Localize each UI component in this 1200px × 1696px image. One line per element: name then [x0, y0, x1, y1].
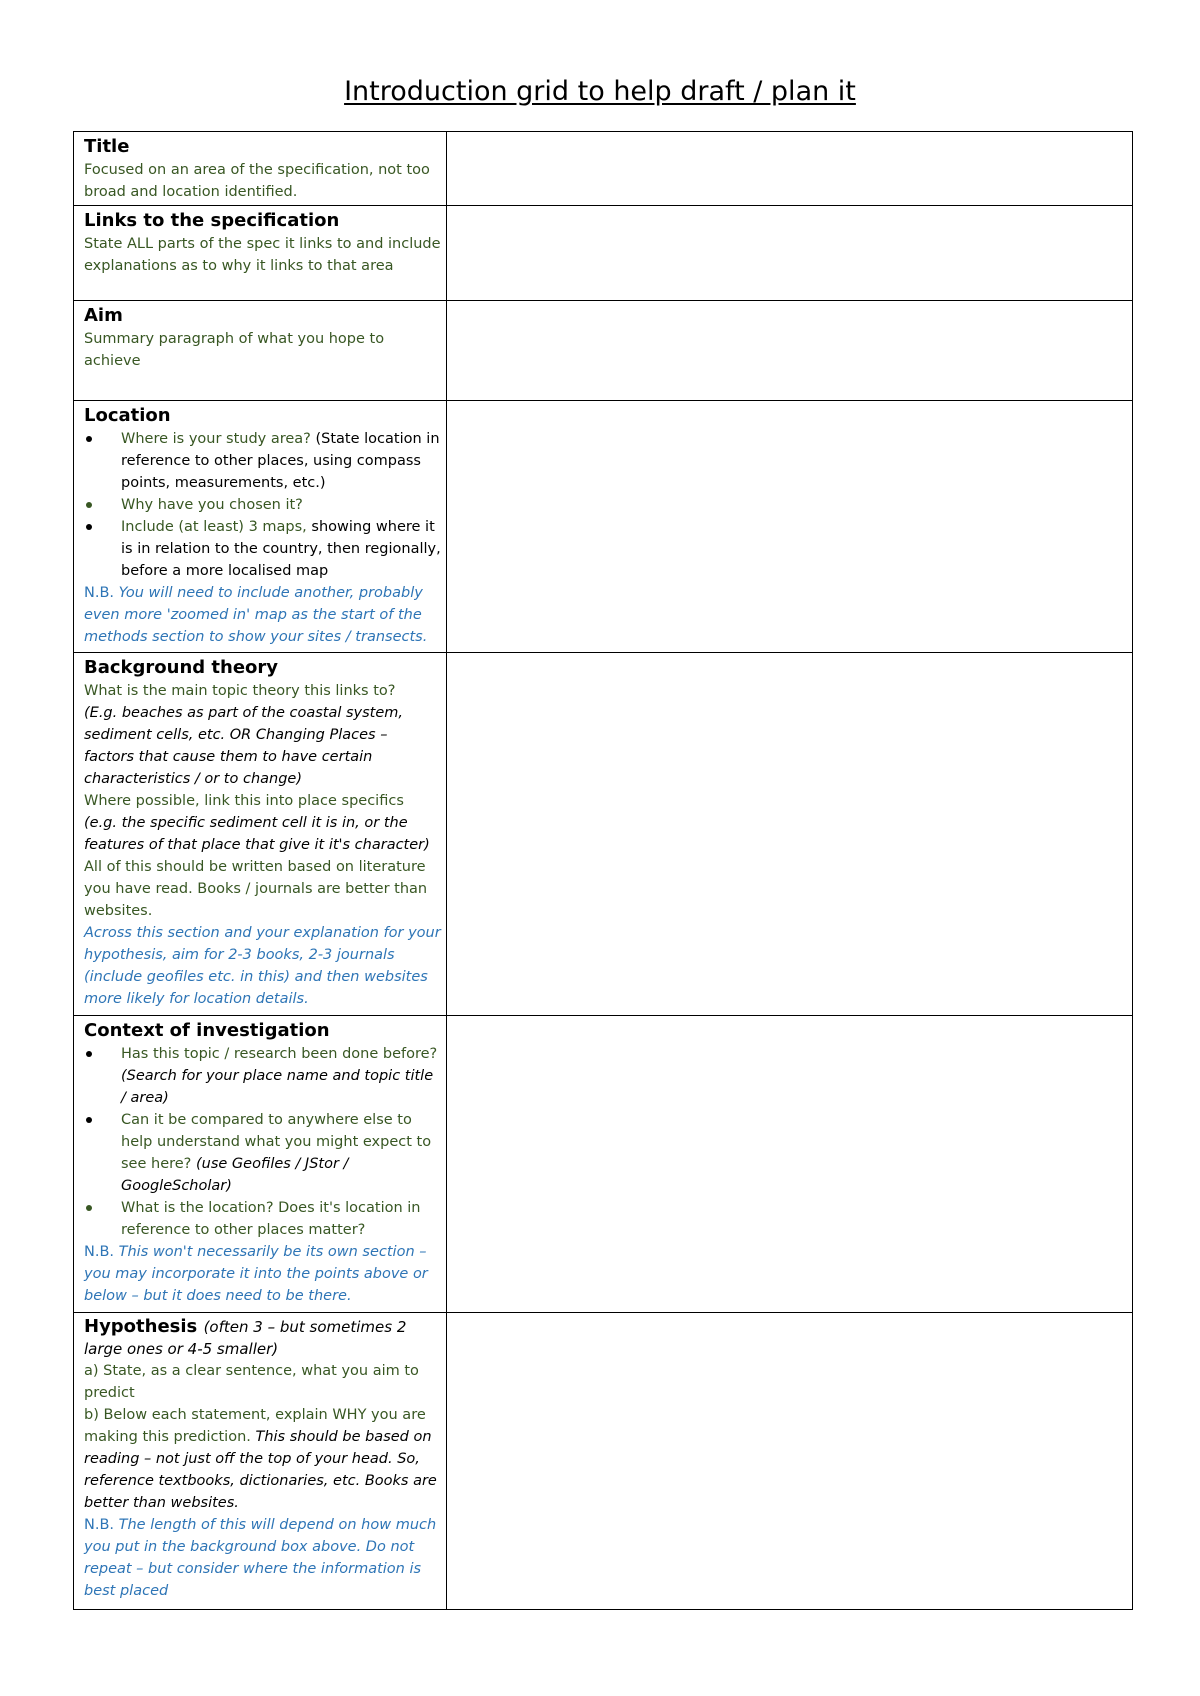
row-heading: Location: [84, 405, 171, 426]
row-heading-text: Hypothesis: [84, 1316, 198, 1337]
list-item: [84, 428, 441, 494]
bullet-icon: [86, 1117, 92, 1123]
paragraph-text: Where possible, link this into place specifics: [84, 793, 404, 809]
bullet-text: What is the location? Does it's location in reference to other places matter?: [121, 1200, 421, 1238]
paragraph: All of this should be written based on literature you have read. Books / journals are better than websites.: [84, 859, 428, 919]
paragraph: [84, 1404, 441, 1514]
answer-cell-aim[interactable]: [447, 301, 1133, 401]
paragraph: [84, 680, 441, 790]
bullet-text: Include (at least) 3 maps,: [121, 519, 312, 535]
note-text: Across this section and your explanation for your hypothesis, aim for 2-3 books, 2-3 journals (include geofiles etc. in this) and then websites more likely for location details.: [84, 925, 441, 1007]
note: [84, 1241, 441, 1307]
note-label: N.B.: [84, 1517, 119, 1533]
paragraph-example: (e.g. the specific sediment cell it is in, or the features of that place that give it it's character): [84, 815, 430, 853]
note-label: N.B.: [84, 1244, 119, 1260]
note-text: This won't necessarily be its own section – you may incorporate it into the points above or below – but it does need to be there.: [84, 1244, 428, 1304]
row-description: State ALL parts of the spec it links to and include explanations as to why it links to that area: [84, 236, 441, 274]
row-description: Summary paragraph of what you hope to achieve: [84, 331, 385, 369]
answer-cell-location[interactable]: [447, 401, 1133, 653]
introduction-grid: [73, 131, 1133, 1610]
label-cell: [74, 301, 447, 401]
label-cell: [74, 132, 447, 206]
grid-row-context: [74, 1016, 1133, 1313]
label-cell: [74, 401, 447, 653]
row-heading-note: (often 3 – but sometimes 2 large ones or 4-5 smaller): [84, 1318, 407, 1358]
list-item: [84, 1043, 441, 1109]
note-text: The length of this will depend on how much you put in the background box above. Do not repeat – but consider where the information is best placed: [84, 1517, 437, 1599]
bullet-list: [84, 1043, 441, 1241]
bullet-text-detail: (State location in reference to other places, using compass points, measurements, etc.): [121, 431, 440, 491]
grid-row-background: [74, 653, 1133, 1016]
note-label: N.B.: [84, 585, 119, 601]
bullet-icon: [86, 524, 92, 530]
row-heading: Context of investigation: [84, 1020, 330, 1041]
paragraph-text: What is the main topic theory this links to?: [84, 683, 396, 699]
note-text: You will need to include another, probably even more 'zoomed in' map as the start of the methods section to show your sites / transects.: [84, 585, 428, 645]
label-cell: [74, 1313, 447, 1610]
label-cell: [74, 1016, 447, 1313]
bullet-text-detail: showing where it is in relation to the country, then regionally, before a more localised map: [121, 519, 441, 579]
grid-row-hypothesis: [74, 1313, 1133, 1610]
bullet-text: Can it be compared to anywhere else to help understand what you might expect to see here?: [121, 1112, 432, 1172]
list-item: [84, 1109, 441, 1197]
row-description: Focused on an area of the specification, not too broad and location identified.: [84, 162, 430, 200]
row-heading: Background theory: [84, 657, 279, 678]
bullet-icon: [86, 1051, 92, 1057]
answer-cell-context[interactable]: [447, 1016, 1133, 1313]
paragraph-text: b) Below each statement, explain WHY you are making this prediction.: [84, 1407, 426, 1445]
answer-cell-background[interactable]: [447, 653, 1133, 1016]
label-cell: [74, 206, 447, 301]
bullet-text: Why have you chosen it?: [121, 497, 303, 513]
note: [84, 582, 441, 648]
bullet-text: Where is your study area?: [121, 431, 316, 447]
grid-row-links: [74, 206, 1133, 301]
bullet-icon: [86, 436, 92, 442]
answer-cell-hypothesis[interactable]: [447, 1313, 1133, 1610]
list-item: [84, 1197, 441, 1241]
grid-row-title: [74, 132, 1133, 206]
list-item: [84, 516, 441, 582]
bullet-text: Has this topic / research been done before?: [121, 1046, 438, 1062]
bullet-list: [84, 428, 441, 582]
bullet-icon: [86, 1205, 92, 1211]
grid-row-aim: [74, 301, 1133, 401]
row-heading: Aim: [84, 305, 123, 326]
grid-row-location: [74, 401, 1133, 653]
answer-cell-links[interactable]: [447, 206, 1133, 301]
row-heading: [84, 1316, 441, 1360]
label-cell: [74, 653, 447, 1016]
paragraph: [84, 790, 441, 856]
paragraph-detail: This should be based on reading – not just off the top of your head. So, reference textbooks, dictionaries, etc. Books are better than websites.: [84, 1429, 437, 1511]
page-title: Introduction grid to help draft / plan it: [344, 76, 856, 107]
paragraph: a) State, as a clear sentence, what you aim to predict: [84, 1363, 419, 1401]
row-heading: Links to the specification: [84, 210, 340, 231]
bullet-icon: [86, 502, 92, 508]
bullet-text-detail: (Search for your place name and topic title / area): [121, 1068, 434, 1106]
paragraph-example: (E.g. beaches as part of the coastal system, sediment cells, etc. OR Changing Places – factors that cause them to have certain characteristics / or to change): [84, 705, 404, 787]
row-heading: Title: [84, 136, 130, 157]
note: [84, 1514, 441, 1602]
answer-cell-title[interactable]: [447, 132, 1133, 206]
list-item: [84, 494, 441, 516]
bullet-text-detail: (use Geofiles / JStor / GoogleScholar): [121, 1156, 349, 1194]
